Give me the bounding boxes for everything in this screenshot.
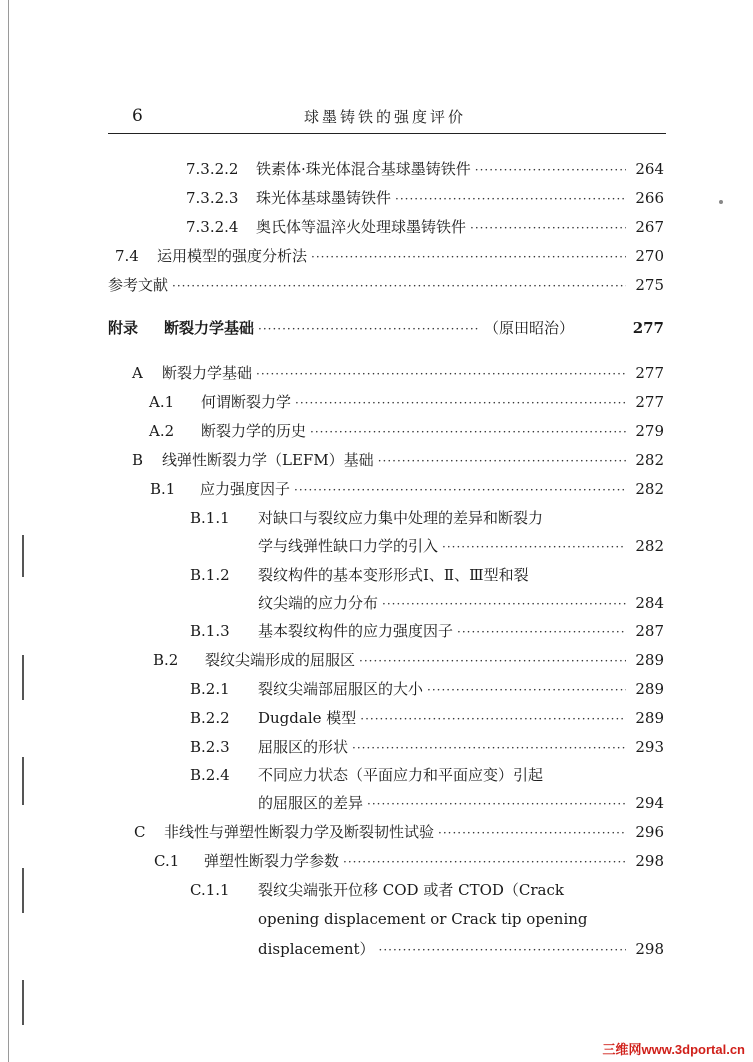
toc-entry-line1	[190, 763, 543, 787]
leader-dots	[258, 317, 478, 341]
entry-page: 293	[635, 738, 664, 756]
entry-title: 应力强度因子	[200, 480, 291, 498]
leader-dots	[378, 449, 626, 473]
entry-page: 287	[635, 622, 664, 640]
entry-page: 289	[635, 709, 664, 727]
entry-code: C.1.1	[190, 881, 230, 899]
toc-entry	[115, 244, 664, 268]
leader-dots	[294, 478, 626, 502]
toc-entry	[190, 735, 664, 759]
entry-code: B.2.3	[190, 738, 230, 756]
entry-code: 7.3.2.2	[186, 160, 239, 178]
margin-mark	[22, 655, 24, 700]
entry-page: 298	[635, 940, 664, 958]
toc-entry	[190, 677, 664, 701]
entry-code: A.2	[149, 422, 175, 440]
toc-entry	[153, 648, 664, 672]
margin-mark	[22, 535, 24, 577]
leader-dots	[457, 620, 626, 644]
watermark: 三维网www.3dportal.cn	[602, 1042, 745, 1057]
leader-dots	[343, 850, 626, 874]
margin-mark	[22, 980, 24, 1025]
page-edge	[8, 0, 9, 1062]
entry-page: 296	[635, 823, 664, 841]
toc-entry-line1	[190, 506, 543, 530]
toc-entry	[149, 390, 664, 414]
leader-dots	[360, 707, 626, 731]
entry-code: B.2.4	[190, 766, 230, 784]
entry-title: 非线性与弹塑性断裂力学及断裂韧性试验	[164, 823, 435, 841]
entry-code: 7.4	[115, 247, 139, 265]
entry-code: A.1	[149, 393, 175, 411]
toc-entry	[132, 361, 664, 385]
entry-title: 弹塑性断裂力学参数	[204, 852, 340, 870]
leader-dots	[427, 678, 626, 702]
leader-dots	[442, 535, 626, 559]
entry-title-cont: 的屈服区的差异	[258, 794, 364, 812]
page-number: 6	[132, 106, 143, 126]
leader-dots	[172, 274, 626, 298]
entry-page: 264	[635, 160, 664, 178]
toc-entry	[190, 619, 664, 643]
entry-page: 289	[635, 651, 664, 669]
entry-title-cont: displacement）	[258, 940, 375, 958]
entry-page: 266	[635, 189, 664, 207]
entry-title: 运用模型的强度分析法	[157, 247, 308, 265]
toc-entry	[108, 273, 664, 297]
running-header	[108, 100, 668, 132]
entry-page: 277	[635, 364, 664, 382]
entry-code: B.1	[150, 480, 176, 498]
toc-entry-line1	[190, 563, 529, 587]
margin-mark	[22, 868, 24, 913]
entry-code: B.1.1	[190, 509, 230, 527]
entry-code: B.2.1	[190, 680, 230, 698]
entry-code: 7.3.2.3	[186, 189, 239, 207]
entry-code: B.2.2	[190, 709, 230, 727]
entry-page: 277	[632, 319, 664, 337]
leader-dots	[359, 649, 626, 673]
leader-dots	[311, 245, 626, 269]
entry-title: 线弹性断裂力学（LEFM）基础	[162, 451, 374, 469]
entry-page: 284	[635, 594, 664, 612]
entry-title: 不同应力状态（平面应力和平面应变）引起	[258, 766, 544, 784]
entry-page: 289	[635, 680, 664, 698]
toc-entry	[149, 419, 664, 443]
toc-entry	[186, 215, 664, 239]
leader-dots	[475, 158, 626, 182]
scan-speck	[719, 200, 723, 204]
entry-code: B.1.3	[190, 622, 230, 640]
toc-entry	[132, 448, 664, 472]
toc-entry	[258, 791, 664, 815]
entry-title-cont: 纹尖端的应力分布	[258, 594, 379, 612]
entry-code: A	[132, 364, 143, 382]
toc-entry	[154, 849, 664, 873]
entry-page: 294	[635, 794, 664, 812]
entry-page: 298	[635, 852, 664, 870]
entry-title: 参考文献	[108, 276, 169, 294]
entry-title: 铁素体·珠光体混合基球墨铸铁件	[256, 160, 471, 178]
entry-title: 奥氏体等温淬火处理球墨铸铁件	[256, 218, 467, 236]
entry-page: 275	[635, 276, 664, 294]
entry-title: 裂纹构件的基本变形形式Ⅰ、Ⅱ、Ⅲ型和裂	[258, 566, 529, 584]
entry-code: 7.3.2.4	[186, 218, 239, 236]
toc-entry	[190, 706, 664, 730]
toc-entry-line1	[190, 878, 564, 902]
toc-entry	[258, 591, 664, 615]
leader-dots	[470, 216, 626, 240]
entry-title: 裂纹尖端部屈服区的大小	[258, 680, 424, 698]
leader-dots	[438, 821, 626, 845]
entry-page: 279	[635, 422, 664, 440]
entry-page: 282	[635, 451, 664, 469]
entry-author: （原田昭治）	[484, 319, 575, 337]
toc-entry	[258, 937, 664, 961]
entry-page: 277	[635, 393, 664, 411]
entry-code: B.1.2	[190, 566, 230, 584]
entry-page: 267	[635, 218, 664, 236]
leader-dots	[382, 592, 626, 616]
entry-title-cont: opening displacement or Crack tip opening	[258, 910, 588, 928]
entry-code: B.2	[153, 651, 179, 669]
entry-title: Dugdale 模型	[258, 709, 357, 727]
entry-title-cont: 学与线弹性缺口力学的引入	[258, 537, 439, 555]
header-rule	[108, 133, 666, 134]
entry-title: 珠光体基球墨铸铁件	[256, 189, 392, 207]
entry-code: B	[132, 451, 144, 469]
entry-title: 屈服区的形状	[258, 738, 349, 756]
toc-entry	[186, 157, 664, 181]
margin-mark	[22, 757, 24, 805]
leader-dots	[379, 938, 626, 962]
entry-page: 270	[635, 247, 664, 265]
toc-entry	[186, 186, 664, 210]
leader-dots	[295, 391, 626, 415]
entry-title: 断裂力学基础	[164, 319, 255, 337]
entry-title: 对缺口与裂纹应力集中处理的差异和断裂力	[258, 509, 544, 527]
entry-title: 裂纹尖端张开位移 COD 或者 CTOD（Crack	[258, 881, 564, 899]
entry-title: 断裂力学的历史	[201, 422, 307, 440]
entry-title: 裂纹尖端形成的屈服区	[205, 651, 356, 669]
toc-entry	[150, 477, 664, 501]
entry-title: 何谓断裂力学	[201, 393, 292, 411]
entry-code: 附录	[108, 319, 139, 337]
toc-entry-line2	[258, 907, 588, 931]
toc-entry-appendix	[108, 316, 664, 340]
book-title: 球墨铸铁的强度评价	[304, 108, 467, 126]
entry-code: C.1	[154, 852, 180, 870]
leader-dots	[256, 362, 626, 386]
leader-dots	[310, 420, 626, 444]
entry-title: 断裂力学基础	[162, 364, 253, 382]
entry-page: 282	[635, 480, 664, 498]
entry-page: 282	[635, 537, 664, 555]
leader-dots	[395, 187, 626, 211]
toc-entry	[134, 820, 664, 844]
entry-code: C	[134, 823, 146, 841]
leader-dots	[352, 736, 626, 760]
toc-entry	[258, 534, 664, 558]
entry-title: 基本裂纹构件的应力强度因子	[258, 622, 454, 640]
leader-dots	[367, 792, 626, 816]
